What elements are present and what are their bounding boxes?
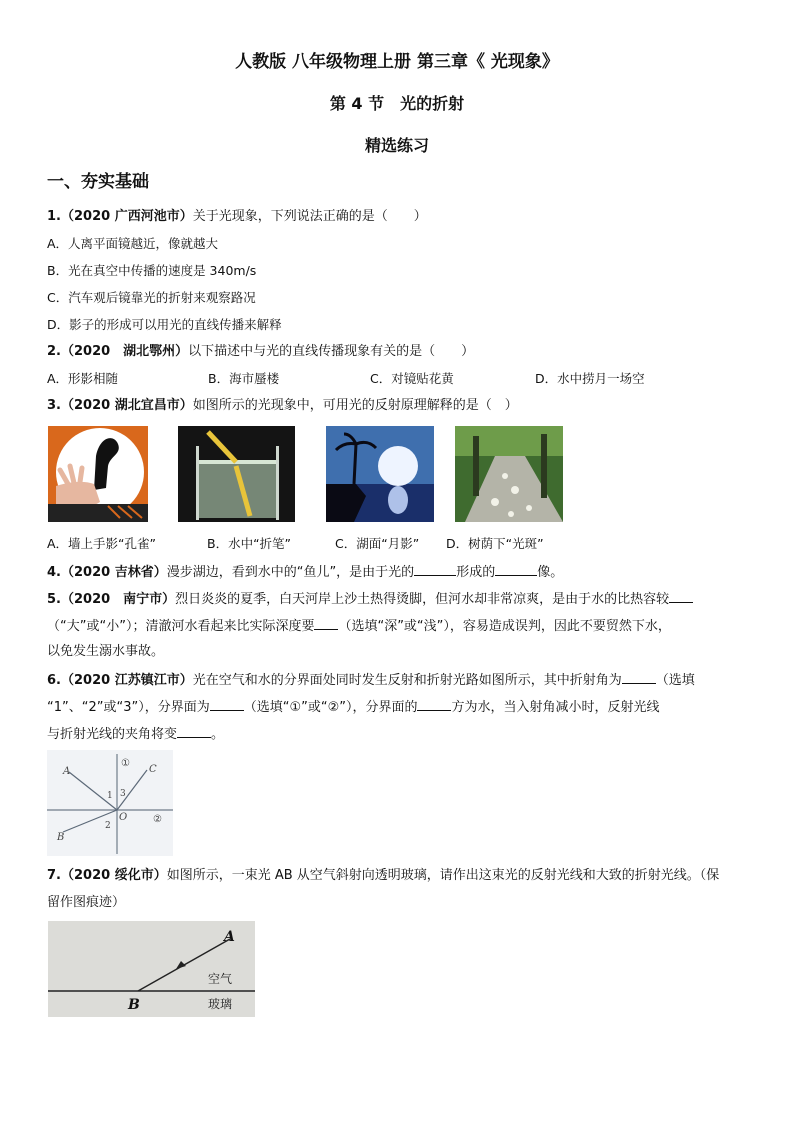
question-source: （2020 南宁市）	[60, 592, 176, 607]
question-number: 6.	[47, 673, 61, 688]
q6-light-path-figure	[47, 750, 173, 856]
label-b: B	[128, 997, 140, 1013]
q2-option-c: C．对镜贴花黄	[370, 371, 454, 386]
question-stem: 与折射光线的夹角将变	[47, 727, 178, 742]
answer-blank[interactable]	[622, 671, 656, 684]
question-stem: 形成的	[456, 565, 496, 580]
angle-2-label: 2	[105, 821, 111, 831]
question-stem: 像。	[537, 565, 564, 580]
question-stem: 关于光现象，下列说法正确的是（ ）	[192, 209, 427, 224]
question-5-line-2	[47, 617, 671, 635]
label-glass: 玻璃	[208, 997, 233, 1011]
question-number: 4.	[47, 565, 61, 580]
document-title: 人教版 八年级物理上册 第三章《 光现象》	[235, 52, 559, 72]
question-source: （2020 湖北鄂州）	[60, 344, 189, 359]
question-source: （2020 江苏镇江市）	[60, 673, 193, 688]
question-6-line-3	[47, 725, 224, 743]
question-7	[47, 868, 719, 884]
q1-option-c: C．汽车观后镜靠光的折射来观察路况	[47, 290, 256, 305]
question-source: （2020 绥化市）	[60, 868, 167, 883]
question-stem: （选填“深”或“浅”），容易造成误判，因此不要贸然下水，	[338, 619, 671, 634]
question-7-line-2: 留作图痕迹）	[47, 895, 126, 910]
question-source: （2020 湖北宜昌市）	[60, 398, 193, 413]
question-stem: 以下描述中与光的直线传播现象有关的是（ ）	[188, 344, 475, 359]
question-stem: 。	[211, 727, 225, 742]
question-2	[47, 344, 474, 360]
question-4	[47, 563, 563, 581]
answer-blank[interactable]	[495, 563, 537, 576]
q3-option-c: C．湖面“月影”	[335, 536, 420, 551]
tree-shade-spots-image	[455, 426, 563, 522]
q1-option-b: B．光在真空中传播的速度是 340m/s	[47, 263, 257, 278]
question-stem: （选填“①”或“②”），分界面的	[243, 700, 418, 715]
question-number: 7.	[47, 868, 61, 883]
question-number: 5.	[47, 592, 61, 607]
question-5	[47, 590, 693, 608]
question-stem: 光在空气和水的分界面处同时发生反射和折射光路如图所示，其中折射角为	[192, 673, 622, 688]
question-1	[47, 209, 427, 225]
question-6-line-2	[47, 698, 660, 716]
question-stem: 烈日炎炎的夏季，白天河岸上沙土热得烫脚，但河水却非常凉爽，是由于水的比热容较	[175, 592, 670, 607]
label-o: O	[119, 812, 128, 823]
q1-option-d: D．影子的形成可以用光的直线传播来解释	[47, 317, 282, 332]
question-stem: （选填	[655, 673, 695, 688]
bent-pencil-image	[178, 426, 295, 522]
lake-moon-image	[326, 426, 434, 522]
q2-option-d: D．水中捞月一场空	[535, 371, 645, 386]
exercise-subtitle: 精选练习	[364, 136, 429, 155]
q3-option-d: D．树荫下“光斑”	[446, 536, 544, 551]
q3-option-a: A．墙上手影“孔雀”	[47, 536, 157, 551]
angle-1-label: 1	[107, 791, 113, 801]
label-c: C	[149, 764, 157, 775]
part-heading: 一、夯实基础	[47, 172, 149, 192]
label-b: B	[57, 832, 65, 843]
answer-blank[interactable]	[210, 698, 244, 711]
question-stem: “1”、“2”或“3”），分界面为	[47, 700, 210, 715]
question-5-line-3: 以免发生溺水事故。	[47, 644, 165, 659]
question-stem: 方为水，当入射角减小时，反射光线	[451, 700, 660, 715]
question-number: 1.	[47, 209, 61, 224]
answer-blank[interactable]	[177, 725, 211, 738]
question-source: （2020 吉林省）	[60, 565, 167, 580]
question-stem: 漫步湖边，看到水中的“鱼儿”，是由于光的	[166, 565, 415, 580]
question-6	[47, 671, 695, 689]
answer-blank[interactable]	[417, 698, 451, 711]
question-stem: （“大”或“小”）；清澈河水看起来比实际深度要	[47, 619, 315, 634]
question-number: 2.	[47, 344, 61, 359]
answer-blank[interactable]	[314, 617, 338, 630]
label-a: A	[224, 929, 235, 945]
q2-option-a: A．形影相随	[47, 371, 119, 386]
q3-option-b: B．水中“折笔”	[207, 536, 292, 551]
section-title: 第 4 节 光的折射	[329, 94, 465, 113]
q2-option-b: B．海市蜃楼	[208, 371, 280, 386]
hand-shadow-image	[48, 426, 148, 522]
angle-3-label: 3	[120, 789, 126, 799]
question-stem: 如图所示的光现象中，可用光的反射原理解释的是（ ）	[192, 398, 518, 413]
question-stem: 如图所示，一束光 AB 从空气斜射向透明玻璃，请作出这束光的反射光线和大致的折射光线。（保	[166, 868, 720, 883]
question-3	[47, 398, 518, 414]
answer-blank[interactable]	[414, 563, 456, 576]
label-a: A	[63, 766, 71, 777]
question-number: 3.	[47, 398, 61, 413]
label-air: 空气	[208, 972, 233, 986]
question-source: （2020 广西河池市）	[60, 209, 193, 224]
answer-blank[interactable]	[669, 590, 693, 603]
q1-option-a: A．人离平面镜越近，像就越大	[47, 236, 219, 251]
q7-air-glass-figure	[48, 921, 255, 1017]
circle-2-label: ②	[153, 814, 162, 825]
circle-1-label: ①	[121, 758, 130, 769]
